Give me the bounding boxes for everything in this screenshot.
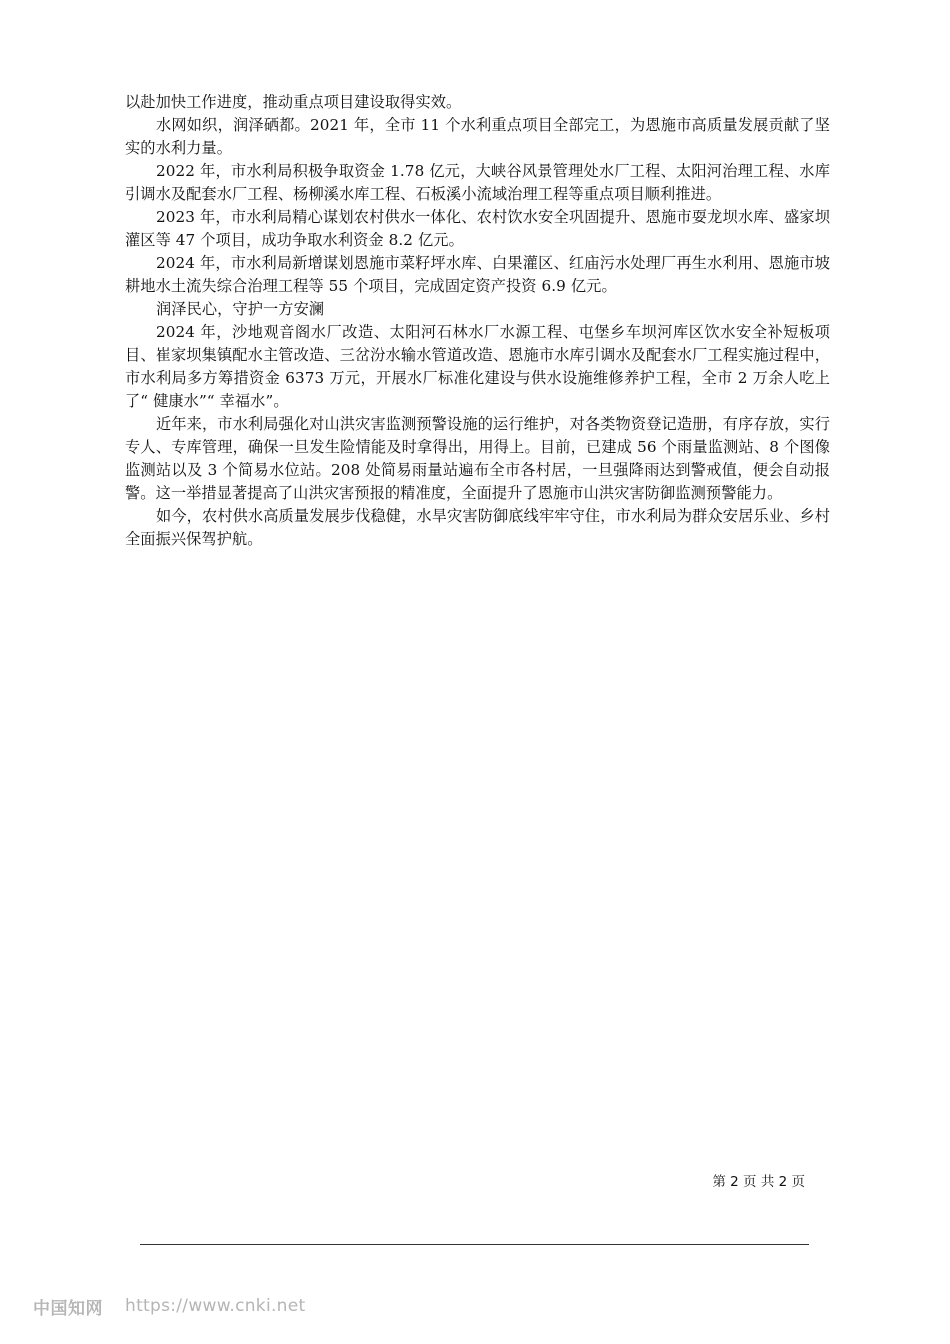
paragraph-6: 2024 年，沙地观音阁水厂改造、太阳河石林水厂水源工程、屯堡乡车坝河库区饮水安全补短板项目、崔家坝集镇配水主管改造、三岔汾水输水管道改造、恩施市水库引调水及配套水厂工程实施过程中，市水利局多方筹措资金 6373 万元，开展水厂标准化建设与供水设施维修养护工程，全市 2 万余人吃上了“ 健康水”“ 幸福水”。 (125, 323, 830, 410)
paragraph-8: 如今，农村供水高质量发展步伐稳健，水旱灾害防御底线牢牢守住，市水利局为群众安居乐业、乡村全面振兴保驾护航。 (125, 507, 830, 548)
cnki-logo-text: 中国知网 (33, 1298, 103, 1319)
section-heading: 润泽民心，守护一方安澜 (156, 300, 325, 318)
paragraph-4: 2024 年，市水利局新增谋划恩施市菜籽坪水库、白果灌区、红庙污水处理厂再生水利用、恩施市坡耕地水土流失综合治理工程等 55 个项目，完成固定资产投资 6.9 亿元。 (125, 254, 830, 295)
cnki-url[interactable]: https://www.cnki.net (125, 1296, 306, 1316)
paragraph-7: 近年来，市水利局强化对山洪灾害监测预警设施的运行维护，对各类物资登记造册，有序存放，实行专人、专库管理，确保一旦发生险情能及时拿得出，用得上。目前，已建成 56 个雨量监测站、8 个图像监测站以及 3 个简易水位站。208 处简易雨量站遍布全市各村居，一旦强降雨达到警戒值，便会自动报警。这一举措显著提高了山洪灾害预报的精准度，全面提升了恩施市山洪灾害防御监测预警能力。 (125, 415, 830, 502)
paragraph-1: 水网如织，润泽硒都。2021 年，全市 11 个水利重点项目全部完工，为恩施市高质量发展贡献了坚实的水利力量。 (125, 116, 830, 157)
article-body (125, 91, 830, 551)
paragraph-3: 2023 年，市水利局精心谋划农村供水一体化、农村饮水安全巩固提升、恩施市耍龙坝水库、盛家坝灌区等 47 个项目，成功争取水利资金 8.2 亿元。 (125, 208, 830, 249)
paragraph-0: 以赴加快工作进度，推动重点项目建设取得实效。 (125, 93, 462, 111)
footer-divider (140, 1244, 809, 1245)
page-number: 第 2 页 共 2 页 (712, 1174, 805, 1190)
paragraph-2: 2022 年，市水利局积极争取资金 1.78 亿元，大峡谷风景管理处水厂工程、太阳河治理工程、水库引调水及配套水厂工程、杨柳溪水库工程、石板溪小流域治理工程等重点项目顺利推进。 (125, 162, 830, 203)
cnki-watermark (33, 1294, 305, 1318)
